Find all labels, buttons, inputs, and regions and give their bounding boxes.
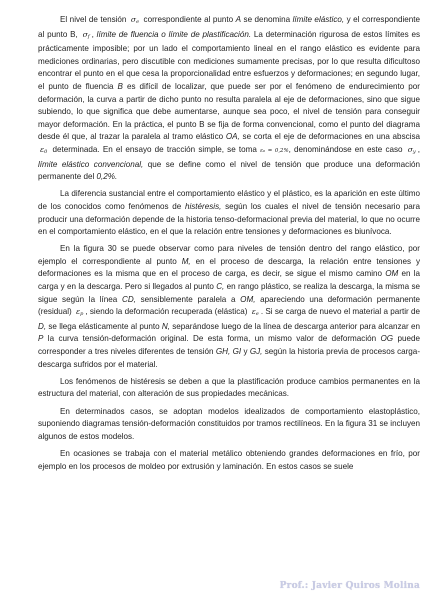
italic-term: límite elástico, [292,15,345,24]
italic-term: B [117,81,123,91]
text-run: determinada. En el ensayo de tracción simple, se toma [49,144,261,154]
text-run: El nivel de tensión [60,15,129,24]
math-symbol-subscript: e [136,19,140,25]
italic-term: N, [161,321,170,331]
text-run: en rango plástico, se realiza la descarga, la misma se sigue según la línea [38,282,420,304]
text-run: puede corresponder a tres niveles diferentes de tensión [38,334,420,357]
text-run: , [417,144,420,154]
italic-term: límite de fluencia o límite de plastificación. [96,29,252,39]
text-run: en el proceso de descarga, la relación entre tensiones y deformaciones es la misma que en el proceso de carga, es decir, se sigue el mismo camino [38,256,421,279]
math-symbol-subscript: y [412,148,416,155]
text-run: según la historia previa de procesos carga-descarga sufridos por el material. [38,347,421,369]
math-symbol [252,307,259,316]
italic-term: CD, [121,294,136,304]
italic-term: D, [38,321,47,331]
math-symbol [83,30,90,39]
italic-term: M, [181,256,191,266]
text-run: La diferencia sustancial entre el comportamiento elástico y el plástico, es la aparición en este último de los conocidos como fenómenos de [38,189,420,211]
text-run: , siendo la deformación recuperada (elástica) [85,307,250,317]
text-run: En ocasiones se trabaja con el material metálico obteniendo grandes deformaciones en frío, por ejemplo en los procesos de moldeo por extrusión y laminación. En estos casos se suele [38,448,420,471]
italic-term: OG [380,334,394,344]
text-run: la curva tensión-deformación original. De esta forma, un mismo valor de deformación [43,334,381,344]
text-run: En determinados casos, se adoptan modelos idealizados de comportamiento elastoplástico, suponiendo diagramas tensión-deformación constituidos por tramos rectilíneos. En la figura 31 se incluyen algunos de estos modelos. [38,406,420,441]
text-run: correspondiente al punto [141,15,236,24]
text-run: en la carga y en la descarga. Pero si llegados al punto [38,269,420,292]
paragraph-p1 [38,14,420,184]
italic-term: OM [385,269,399,279]
text-run: sensiblemente paralela a [135,294,241,304]
paragraph-p5 [38,406,420,444]
author-watermark: Prof.: Javier Quiros Molina [279,581,420,591]
text-run: según los cuales el nivel de tensión necesario para producir una deformación depende de la historia tenso-deformacional previa del material, lo que no ocurre en el comportamiento elástico, en el que la relación entre tensiones y deformaciones es biunívoca. [38,201,420,237]
paragraph-p3 [38,243,420,371]
math-symbol-base: σ [407,144,413,154]
math-symbol-subscript: f [87,33,90,40]
italic-term: 0,2%. [96,172,118,182]
math-symbol-base: σ [82,29,88,39]
math-expression: ε₀ = 0,2% [260,147,289,154]
text-run: separándose luego de la línea de descarga anterior para alcanzar en [169,321,420,331]
text-run: Los fenómenos de histéresis se deben a que la plastificación produce cambios permanentes en la estructura del material, con alteración de sus propiedades mecánicas. [38,376,420,399]
text-run: que se define como el nivel de tensión que produce una deformación permanente del [38,159,420,182]
italic-term: A [235,15,242,24]
text-run: La determinación rigurosa de estos límites es prácticamente imposible; por un lado el comportamiento lineal en el rango elástico es evidente para mediciones ordinarias, pero discutible con mediciones sumamente precisas, por lo que resulta dificultoso encontrar el punto en el que cesa la proporcionalidad entre esfuerzos y deformaciones; en segundo lugar, el punto de fluencia [38,29,420,91]
math-symbol-subscript: 0 [44,148,48,155]
document-page [38,14,420,478]
text-run: se denomina [241,15,293,24]
paragraph-p4 [38,376,420,401]
math-symbol-base: ε [251,307,256,317]
math-symbol-base: ε [40,144,45,154]
math-symbol [131,15,139,24]
math-symbol-base: σ [130,15,137,24]
italic-term: límite elástico convencional, [38,159,144,169]
text-run: En la figura 30 se puede observar como para niveles de tensión dentro del rango elástico, por ejemplo el correspondiente al punto [38,244,420,266]
italic-term: C, [216,282,225,292]
math-symbol-subscript: e [255,311,259,318]
math-symbol [40,145,47,154]
italic-term: P [38,334,44,344]
math-symbol-base: ε [76,307,81,317]
text-run: es difícil de localizar, que puede ser por el fenómeno de endurecimiento por deformación, la curva a partir de dicho punto no resulta paralela al eje de deformaciones, sino que sigue subiendo, lo que significa que debe aumentarse, aunque sea poco, el nivel de tensión para conseguir mayor deformación. En la práctica, el punto B se fija de forma convencional, como el punto del diagrama desde él que, al trazar la paralela al tramo elástico [38,81,420,142]
italic-term: histéresis, [184,201,222,211]
text-run: se llega elásticamente al punto [46,321,162,331]
paragraph-p2 [38,188,420,238]
text-run: se corta el eje de deformaciones en una abscisa [239,132,421,142]
italic-term: GH, GI [215,347,242,357]
math-symbol-subscript: p [80,311,84,318]
text-run: , [91,29,97,39]
text-run: , denominándose en este caso [288,144,406,154]
math-symbol [76,307,83,316]
text-run: apareciendo una deformación permanente (residual) [38,294,420,317]
text-run: . Si se carga de nuevo el material a partir de [260,307,421,317]
italic-term: GJ, [249,347,263,357]
math-symbol [408,145,416,154]
text-run: y el correspondiente al punto B, [38,15,421,39]
paragraph-p6 [38,448,420,473]
text-run: y [241,347,250,357]
italic-term: OM, [240,294,256,304]
italic-term: OA, [225,132,240,142]
